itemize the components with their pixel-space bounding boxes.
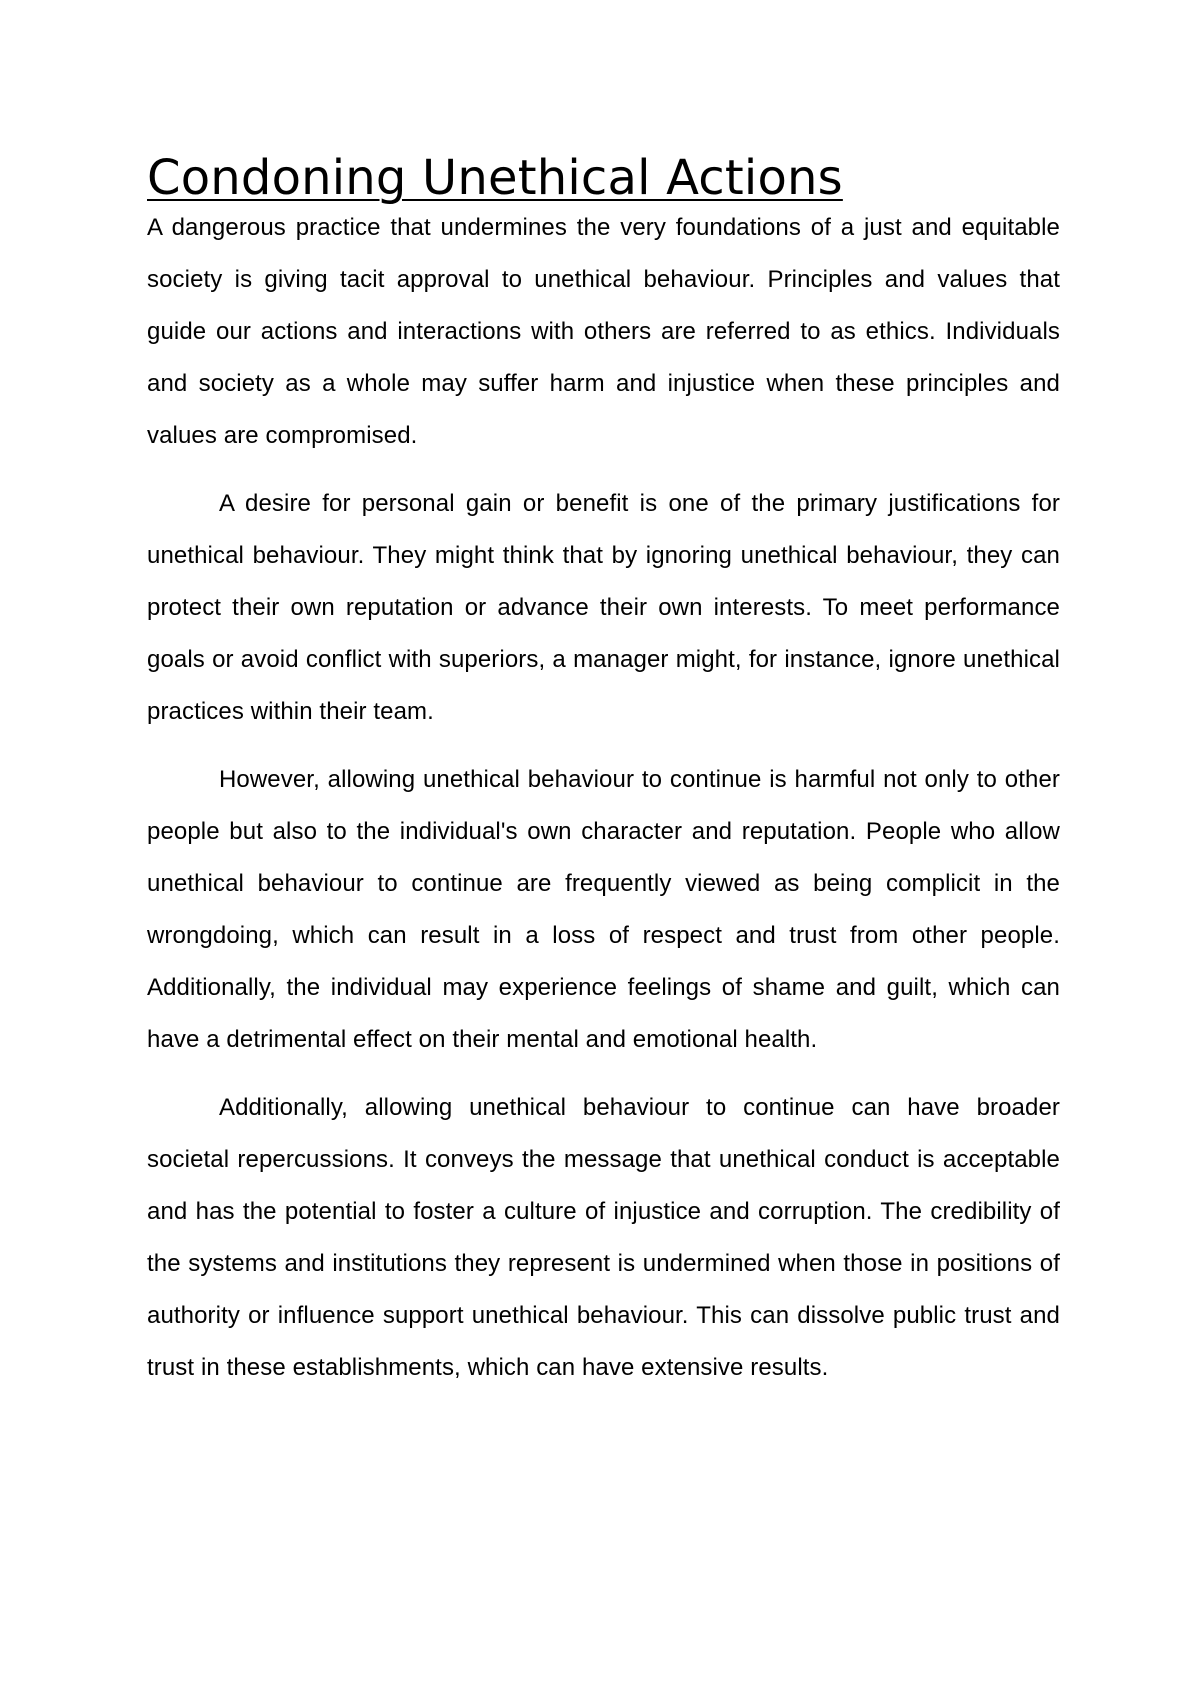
paragraph-2: A desire for personal gain or benefit is one of the primary justifications for unethical behaviour. They might think that by ignoring unethical behaviour, they can protect their own reputation or advance their own interests. To meet performance goals or avoid conflict with superiors, a manager might, for instance, ignore unethical practices within their team. [147, 490, 1060, 725]
document-body [147, 148, 1060, 1410]
document-title: Condoning Unethical Actions [147, 150, 843, 206]
paragraph-1: A dangerous practice that undermines the very foundations of a just and equitable society is giving tacit approval to unethical behaviour. Principles and values that guide our actions and interactions with others are referred to as ethics. Individuals and society as a whole may suffer harm and injustice when these principles and values are compromised. [147, 214, 1060, 449]
paragraph-4: Additionally, allowing unethical behaviour to continue can have broader societal repercussions. It conveys the message that unethical conduct is acceptable and has the potential to foster a culture of injustice and corruption. The credibility of the systems and institutions they represent is undermined when those in positions of authority or influence support unethical behaviour. This can dissolve public trust and trust in these establishments, which can have extensive results. [147, 1094, 1060, 1381]
paragraph-3: However, allowing unethical behaviour to continue is harmful not only to other people but also to the individual's own character and reputation. People who allow unethical behaviour to continue are frequently viewed as being complicit in the wrongdoing, which can result in a loss of respect and trust from other people. Additionally, the individual may experience feelings of shame and guilt, which can have a detrimental effect on their mental and emotional health. [147, 766, 1060, 1053]
